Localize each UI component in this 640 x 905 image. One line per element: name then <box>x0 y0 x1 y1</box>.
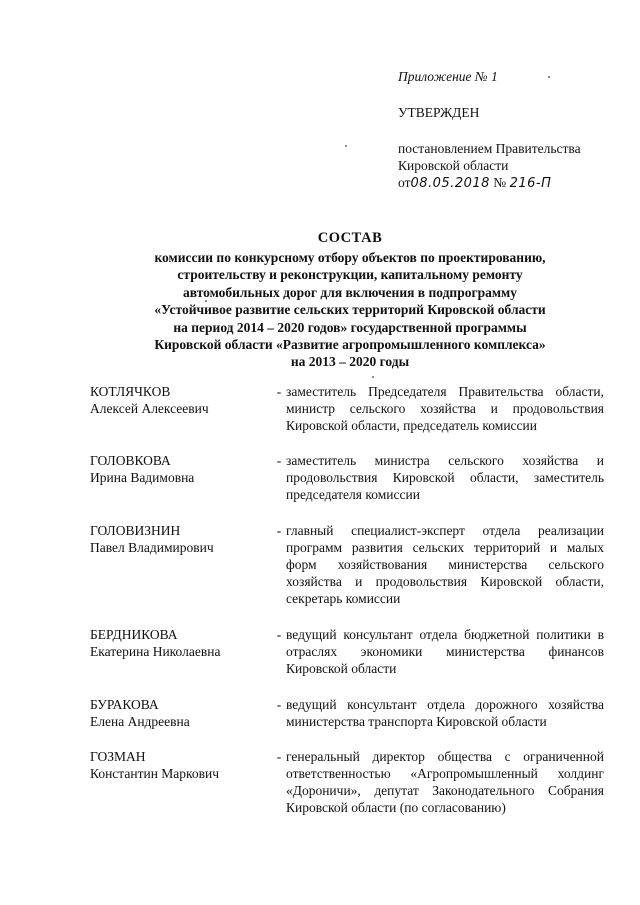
appendix-label: Приложение № 1 <box>398 69 498 84</box>
decree-prefix: от <box>398 175 411 190</box>
approved-label: УТВЕРЖДЕН <box>398 105 480 120</box>
member-name <box>90 748 272 816</box>
member-surname: БУРАКОВА <box>90 697 159 712</box>
member-dash: - <box>276 697 282 712</box>
decree-line-3 <box>398 174 608 192</box>
member-name <box>90 626 272 677</box>
member-row <box>90 452 610 503</box>
member-surname: БЕРДНИКОВА <box>90 627 178 642</box>
member-row <box>90 626 610 677</box>
member-row <box>90 522 610 607</box>
decree-line-2: Кировской области <box>398 158 509 173</box>
member-row <box>90 696 610 730</box>
member-given-name: Екатерина Николаевна <box>90 644 221 659</box>
commission-members <box>90 383 610 816</box>
member-given-name: Алексей Алексеевич <box>90 401 209 416</box>
decree-number: 216-П <box>509 176 552 191</box>
decree-reference <box>398 140 608 192</box>
member-role: генеральный директор общества с ограниченной ответственностью «Агропромышленный холдинг «Дороничи», депутат Законодательного Собрания Кировской области (по согласованию) <box>286 749 604 815</box>
scan-speck <box>372 376 374 378</box>
title-line: автомобильных дорог для включения в подпрограмму <box>182 284 517 300</box>
document-title <box>80 230 620 371</box>
member-given-name: Константин Маркович <box>90 766 220 781</box>
member-name <box>90 696 272 730</box>
member-role: ведущий консультант отдела бюджетной политики в отраслях экономики министерства финансов Кировской области <box>286 627 604 676</box>
member-name <box>90 452 272 503</box>
title-line: на период 2014 – 2020 годов» государственной программы <box>173 319 527 335</box>
member-role: заместитель министра сельского хозяйства и продовольствия Кировской области, заместитель председателя комиссии <box>286 453 604 502</box>
member-surname: ГОЛОВИЗНИН <box>90 523 181 538</box>
member-surname: ГОЛОВКОВА <box>90 453 171 468</box>
member-surname: ГОЗМАН <box>90 749 146 764</box>
member-name <box>90 383 272 434</box>
member-dash: - <box>276 749 282 764</box>
member-dash: - <box>276 627 282 642</box>
member-dash: - <box>276 453 282 468</box>
scan-speck <box>548 76 550 78</box>
scan-speck <box>205 300 207 302</box>
scan-speck <box>345 145 347 147</box>
title-line: Кировской области «Развитие агропромышленного комплекса» <box>154 337 546 353</box>
member-dash: - <box>276 523 282 538</box>
member-given-name: Елена Андреевна <box>90 714 190 729</box>
member-row <box>90 748 610 816</box>
member-given-name: Ирина Вадимовна <box>90 470 195 485</box>
member-role: заместитель Председателя Правительства области, министр сельского хозяйства и продовольствия Кировской области, председатель комиссии <box>286 384 604 433</box>
member-name <box>90 522 272 607</box>
title-line: «Устойчивое развитие сельских территорий Кировской области <box>154 302 546 318</box>
title-line: строительству и реконструкции, капитальному ремонту <box>177 267 523 283</box>
member-surname: КОТЛЯЧКОВ <box>90 384 171 399</box>
member-dash: - <box>276 384 282 399</box>
decree-number-sign: № <box>493 175 507 190</box>
member-role: главный специалист-эксперт отдела реализации программ развития сельских территорий и малых форм хозяйствования министерства сельского хозяйства и продовольствия Кировской области, секретарь комиссии <box>286 523 604 606</box>
member-row <box>90 383 610 434</box>
title-line: комиссии по конкурсному отбору объектов по проектированию, <box>154 250 546 265</box>
member-role: ведущий консультант отдела дорожного хозяйства министерства транспорта Кировской области <box>286 697 604 729</box>
title-line: на 2013 – 2020 годы <box>290 354 410 370</box>
title-heading: СОСТАВ <box>317 230 383 246</box>
decree-line-1: постановлением Правительства <box>398 141 581 156</box>
member-given-name: Павел Владимирович <box>90 540 214 555</box>
decree-date: 08.05.2018 <box>410 176 490 191</box>
